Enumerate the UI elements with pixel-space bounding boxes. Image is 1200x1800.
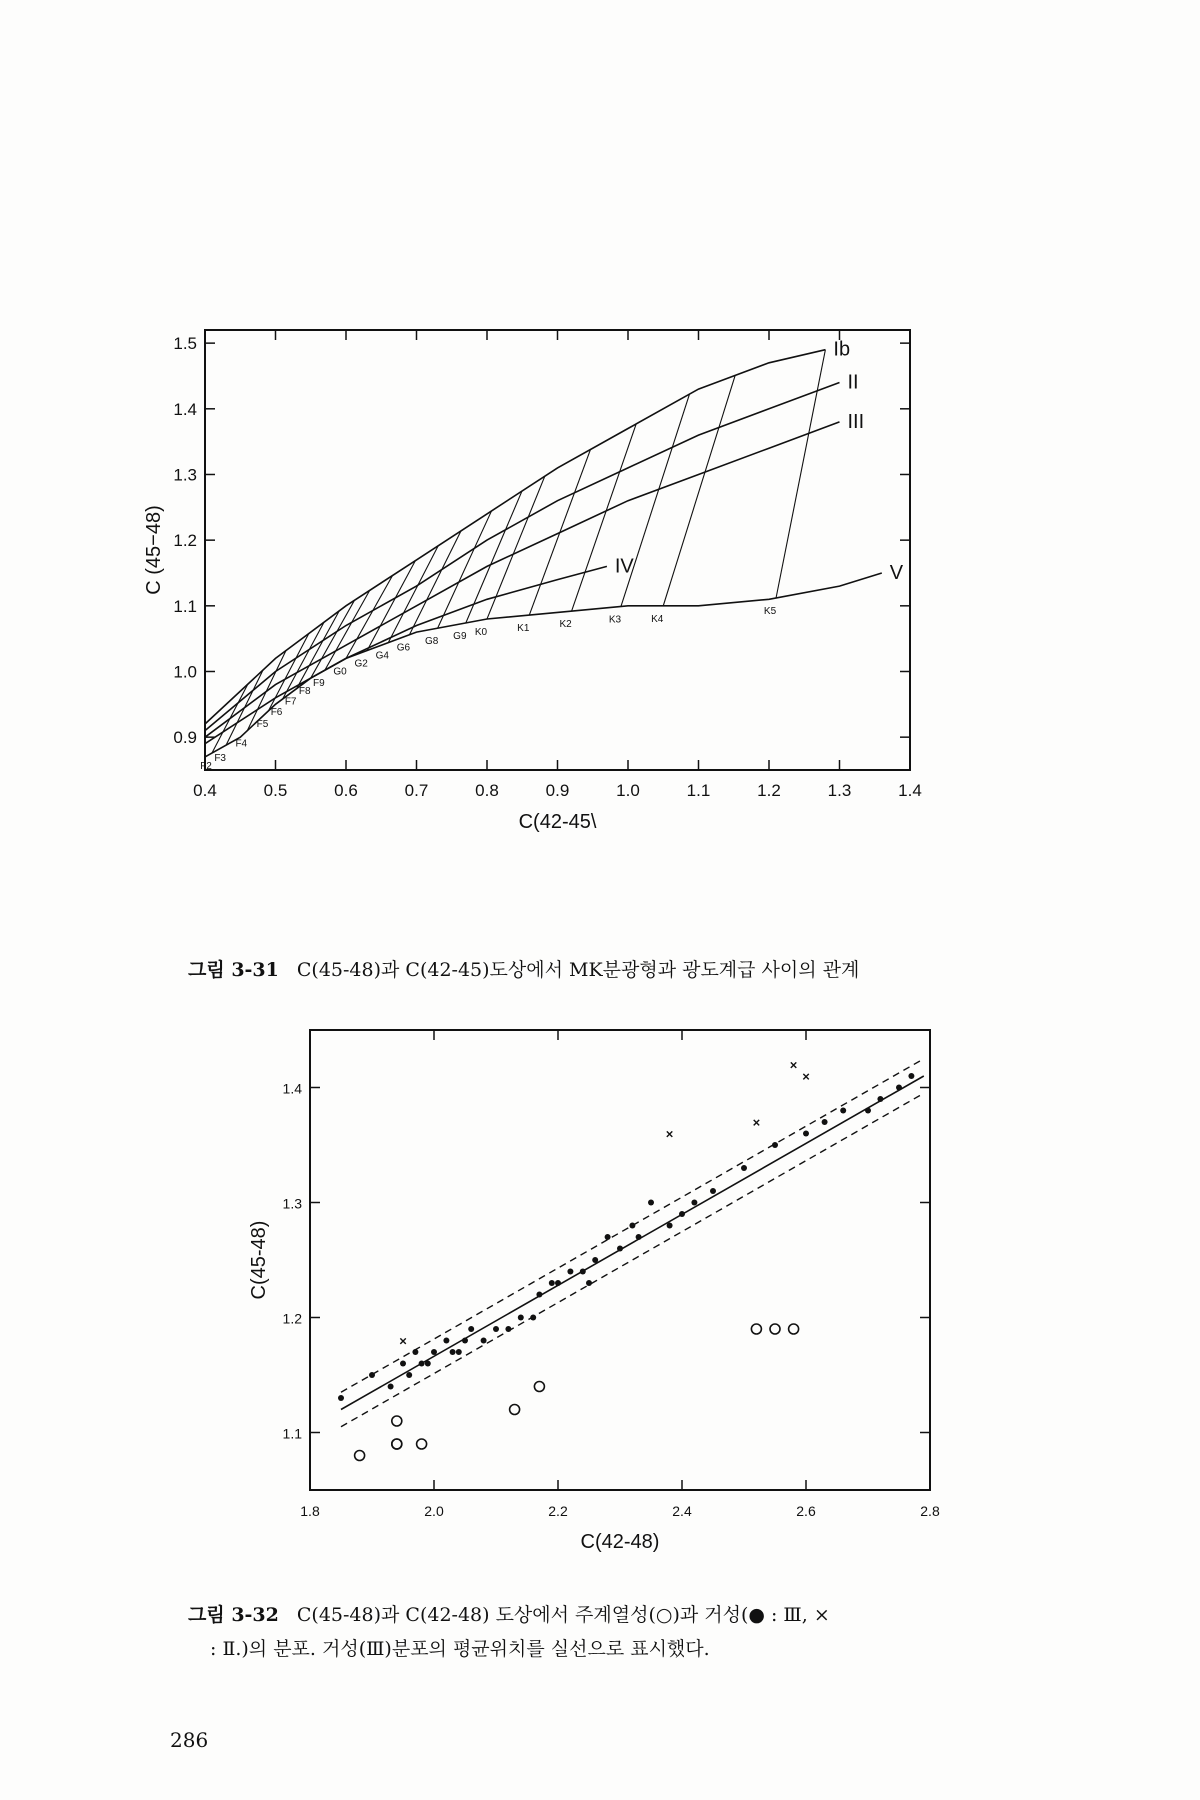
page-number: 286 [170,1728,209,1752]
giant-ii-point: × [399,1333,407,1349]
x-tick-label: 0.7 [404,781,429,800]
giant-iii-point [493,1326,499,1332]
figure-3-32-caption [188,1598,830,1666]
giant-iii-point [679,1211,685,1217]
x-tick-label: 1.0 [616,781,640,800]
spectral-type-label: G8 [424,636,439,648]
x-tick-label: 0.8 [475,781,499,800]
spectral-type-label: G4 [375,650,389,662]
y-tick-label: 1.2 [173,531,197,551]
mean-fit-line [341,1076,924,1410]
giant-iii-point [338,1395,344,1401]
x-tick-label: 1.3 [827,781,852,800]
x-tick-label: 0.6 [334,781,358,800]
giant-iii-point [530,1315,536,1321]
giant-iii-point [667,1223,673,1229]
giant-iii-point [518,1315,524,1321]
main-sequence-point [789,1324,799,1334]
spectral-type-label: K4 [651,613,664,625]
giant-iii-point [481,1338,487,1344]
giant-iii-point [605,1234,611,1240]
giant-iii-point [865,1108,871,1114]
giant-iii-point [456,1349,462,1355]
chart-giant-distribution [240,1000,960,1580]
luminosity-class-curve [205,573,882,757]
spectral-type-label: F9 [313,678,325,690]
main-sequence-point [392,1416,402,1426]
x-tick-label: 1.4 [898,781,922,800]
spectral-type-label: K1 [517,623,530,635]
y-tick-label: 1.1 [173,596,197,616]
spectral-type-label: F5 [256,718,269,730]
luminosity-class-label: Ib [833,338,851,361]
figure-3-31-label: 그림 3-31 [188,959,279,981]
x-tick-label: 0.5 [263,781,288,800]
x-axis-label: C(42-45\ [518,811,597,833]
spectral-type-label: G9 [453,630,467,642]
main-sequence-point [534,1382,544,1392]
spectral-type-label: K0 [474,626,488,638]
giant-iii-point [468,1326,474,1332]
giant-iii-point [586,1280,592,1286]
spectral-type-label: K5 [763,605,777,617]
giant-iii-point [431,1349,437,1355]
giant-iii-point [592,1257,598,1263]
y-tick-label: 1.0 [173,662,197,682]
x-tick-label: 2.4 [672,1503,692,1519]
spectral-type-label: F2 [200,760,212,772]
y-tick-label: 1.3 [173,465,197,485]
luminosity-class-curve [205,566,607,743]
main-sequence-point [510,1405,520,1415]
y-tick-label: 1.3 [282,1195,302,1212]
giant-iii-point [629,1223,635,1229]
giant-iii-point [425,1361,431,1367]
spectral-type-label: F7 [284,696,297,708]
spectral-type-label: F8 [298,686,311,698]
x-tick-label: 0.4 [193,781,217,800]
x-tick-label: 2.6 [796,1503,816,1519]
x-tick-label: 1.8 [300,1503,320,1519]
spectral-type-line [776,350,825,598]
giant-iii-point [822,1119,828,1125]
y-tick-label: 1.2 [282,1310,302,1327]
giant-iii-point [400,1361,406,1367]
luminosity-class-label: II [847,371,859,394]
giant-iii-point [710,1188,716,1194]
luminosity-class-label: III [847,410,865,433]
figure-3-32-label: 그림 3-32 [188,1604,279,1626]
y-axis-label: C(45-48) [248,1220,270,1300]
x-tick-label: 1.2 [757,781,781,800]
spectral-type-line [663,375,735,605]
giant-iii-point [536,1292,542,1298]
plot-frame [310,1030,930,1490]
giant-iii-point [462,1338,468,1344]
main-sequence-point [392,1439,402,1449]
giant-ii-point: × [752,1115,761,1130]
giant-iii-point [419,1361,425,1367]
spectral-type-line [529,449,590,615]
x-tick-label: 2.2 [548,1503,568,1519]
x-tick-label: 0.9 [545,781,570,800]
giant-ii-point: × [665,1126,674,1142]
giant-iii-point [772,1142,778,1148]
luminosity-class-label: IV [614,555,634,578]
giant-iii-point [549,1280,555,1286]
giant-iii-point [908,1073,914,1079]
luminosity-class-label: V [889,561,904,584]
giant-iii-point [369,1372,375,1378]
main-sequence-point [751,1324,761,1334]
spectral-type-label: G0 [333,666,347,678]
spectral-type-line [572,424,637,611]
x-tick-label: 2.8 [920,1503,940,1519]
giant-iii-point [877,1096,883,1102]
y-tick-label: 0.9 [173,728,197,748]
giant-iii-point [617,1246,623,1252]
giant-ii-point: × [802,1069,810,1084]
x-tick-label: 2.0 [424,1503,444,1519]
y-tick-label: 1.1 [282,1425,302,1442]
chart-mk-classification [143,300,1050,920]
spectral-type-label: G6 [396,642,411,654]
luminosity-class-curve [205,383,840,731]
giant-iii-point [896,1085,902,1091]
giant-iii-point [567,1269,573,1275]
main-sequence-point [770,1324,780,1334]
giant-iii-point [648,1200,654,1206]
giant-iii-point [388,1384,394,1390]
giant-iii-point [741,1165,747,1171]
giant-iii-point [443,1338,449,1344]
dispersion-band-line [341,1093,924,1427]
spectral-type-label: G2 [354,658,368,670]
spectral-type-label: F4 [235,738,248,750]
spectral-type-label: K3 [608,614,622,626]
giant-iii-point [840,1108,846,1114]
giant-iii-point [803,1131,809,1137]
giant-iii-point [406,1372,412,1378]
giant-iii-point [691,1200,697,1206]
x-axis-label: C(42-48) [580,1531,660,1553]
spectral-type-label: F3 [214,753,226,765]
figure-3-32-text-line2: : Ⅱ.)의 분포. 거성(Ⅲ)분포의 평균위치를 실선으로 표시했다. [210,1638,710,1660]
figure-3-31-caption [188,955,859,982]
y-axis-label: C (45−48) [143,505,165,595]
x-tick-label: 1.1 [686,781,711,800]
main-sequence-point [355,1451,365,1461]
spectral-type-label: K2 [559,619,572,631]
giant-iii-point [580,1269,586,1275]
luminosity-class-curve [205,350,825,724]
y-tick-label: 1.4 [173,399,197,419]
y-tick-label: 1.5 [173,334,197,354]
giant-iii-point [450,1349,456,1355]
main-sequence-point [417,1439,427,1449]
giant-iii-point [505,1326,511,1332]
giant-ii-point: × [789,1057,798,1073]
figure-3-31-text: C(45-48)과 C(42-45)도상에서 MK분광형과 광도계급 사이의 관계 [296,959,860,981]
giant-iii-point [636,1234,642,1240]
spectral-type-label: F6 [270,707,283,719]
figure-3-32-text-line1: C(45-48)과 C(42-48) 도상에서 주계열성(○)과 거성(● : Ⅲ, × [296,1604,830,1626]
giant-iii-point [412,1349,418,1355]
y-tick-label: 1.4 [282,1080,302,1097]
giant-iii-point [555,1280,561,1286]
